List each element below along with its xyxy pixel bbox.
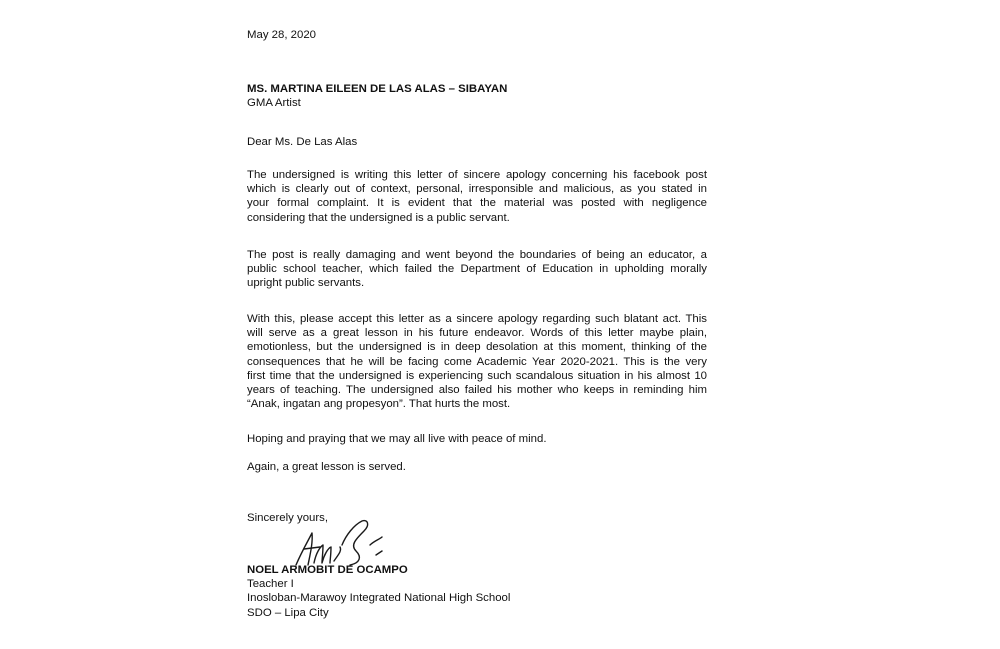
letter-date: May 28, 2020: [247, 29, 317, 41]
signer-division: SDO – Lipa City: [247, 606, 329, 619]
signer-position: Teacher I: [247, 578, 294, 591]
signature-block: [247, 563, 707, 620]
recipient-block: [247, 82, 707, 110]
closing-line-1: Hoping and praying that we may all live with peace of mind.: [247, 433, 547, 445]
signer-name: NOEL ARMOBIT DE OCAMPO: [247, 564, 408, 576]
valediction: Sincerely yours,: [247, 512, 329, 524]
salutation: Dear Ms. De Las Alas: [247, 136, 358, 148]
paragraph-1: The undersigned is writing this letter of sincere apology concerning his facebook post which is clearly out of context, personal, irresponsible and malicious, as you stated in your formal complaint. It is evident that the material was posted with negligence considering that the undersigned is a public servant.: [247, 169, 707, 224]
closing-line-2: Again, a great lesson is served.: [247, 461, 406, 473]
paragraph-2: The post is really damaging and went beyond the boundaries of being an educator, a public school teacher, which failed the Department of Education in upholding morally upright public servants.: [247, 249, 707, 290]
signer-school: Inosloban-Marawoy Integrated National High School: [247, 592, 511, 605]
recipient-title: GMA Artist: [247, 97, 301, 110]
paragraph-3: With this, please accept this letter as a sincere apology regarding such blatant act. This will serve as a great lesson in his future endeavor. Words of this letter maybe plain, emotionless, but the undersigned is in deep desolation at this moment, thinking of the consequences that he will be facing come Academic Year 2020-2021. This is the very first time that the undersigned is experiencing such scandalous situation in his almost 10 years of teaching. The undersigned also failed his mother who keeps in reminding him “Anak, ingatan ang propesyon”. That hurts the most.: [247, 313, 707, 411]
recipient-name: MS. MARTINA EILEEN DE LAS ALAS – SIBAYAN: [247, 83, 508, 95]
